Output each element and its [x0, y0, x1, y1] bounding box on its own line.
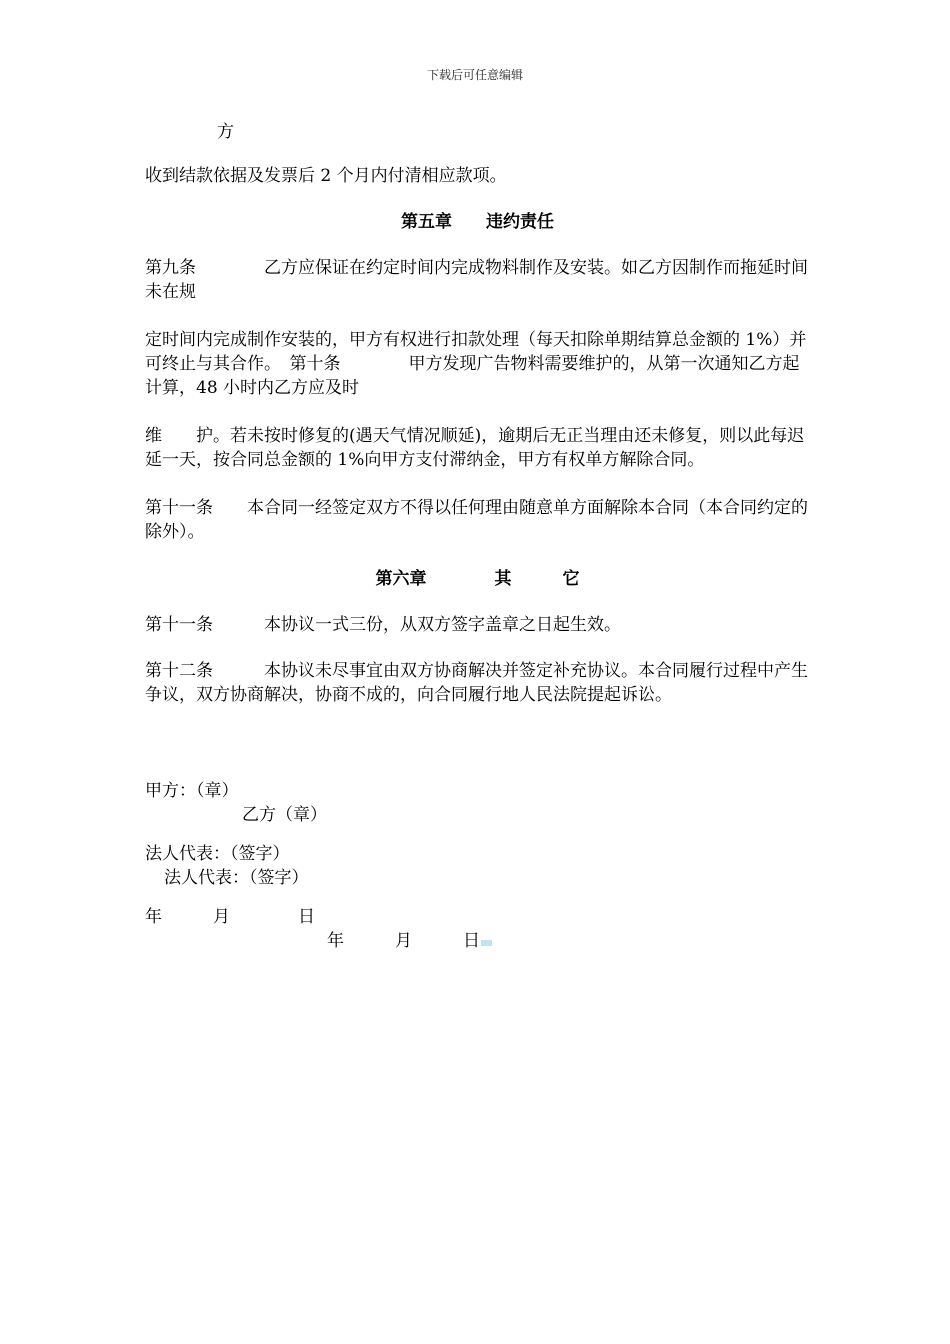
- signature-block: [145, 779, 810, 953]
- party-a-seal: 甲方：（章）: [145, 781, 239, 801]
- fragment-party: 方: [217, 122, 234, 142]
- article-ten-continued: 维 护。若未按时修复的(遇天气情况顺延)，逾期后无正当理由还未修复，则以此每迟延一天，按合同总金额的 1%向甲方支付滞纳金，甲方有权单方解除合同。: [145, 426, 805, 470]
- article-nine: 第九条 乙方应保证在约定时间内完成物料制作及安装。如乙方因制作而拖延时间未在规: [145, 258, 808, 302]
- party-b-date-line: [145, 929, 810, 953]
- document-body: [145, 120, 810, 953]
- party-b-seal: 乙方（章）: [242, 805, 327, 825]
- party-b-representative: 法人代表：（签字）: [164, 868, 309, 888]
- text-cursor-mark: [481, 940, 492, 946]
- party-a-date: 年 月 日: [145, 907, 315, 927]
- article-eleven-second: 第十一条 本协议一式三份，从双方签字盖章之日起生效。: [145, 615, 621, 635]
- party-b-date: 年 月 日: [327, 931, 480, 951]
- chapter-six-title: 第六章 其 它: [375, 569, 580, 589]
- page-header: 下载后可任意编辑: [426, 68, 523, 82]
- payment-sentence: 收到结款依据及发票后 2 个月内付清相应款项。: [145, 166, 507, 186]
- article-nine-continued: 定时间内完成制作安装的，甲方有权进行扣款处理（每天扣除单期结算总金额的 1%）并可终止与其合作。 第十条 甲方发现广告物料需要维护的，从第一次通知乙方起计算，48 小时内乙方应及时: [145, 330, 807, 398]
- party-a-representative: 法人代表：（签字）: [145, 844, 290, 864]
- chapter-five-title: 第五章 违约责任: [401, 212, 554, 232]
- article-eleven-first: 第十一条 本合同一经签定双方不得以任何理由随意单方面解除本合同（本合同约定的除外）。: [145, 498, 808, 542]
- article-twelve: 第十二条 本协议未尽事宜由双方协商解决并签定补充协议。本合同履行过程中产生争议，双方协商解决，协商不成的，向合同履行地人民法院提起诉讼。: [145, 661, 808, 705]
